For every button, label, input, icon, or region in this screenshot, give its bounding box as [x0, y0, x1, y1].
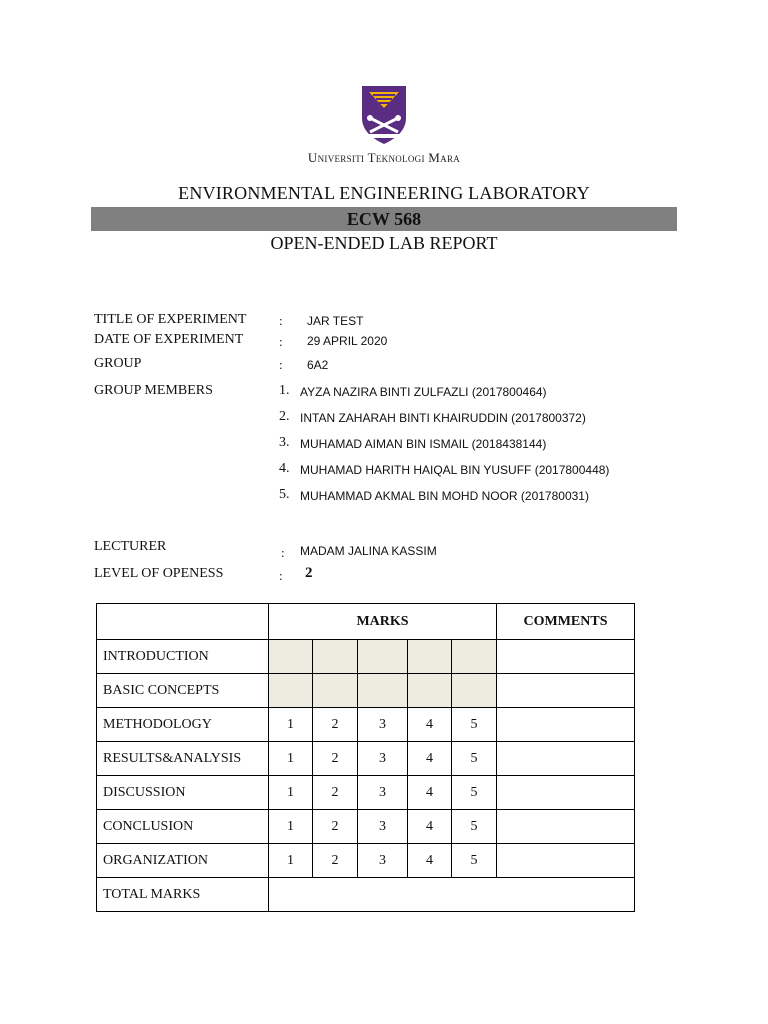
- score-cell: [452, 674, 497, 708]
- university-logo: [358, 84, 410, 146]
- group-colon: :: [279, 357, 283, 372]
- table-row: [97, 742, 635, 776]
- group-value: 6A2: [307, 358, 329, 372]
- score-cell: 1: [269, 708, 313, 742]
- member-name: MUHAMMAD AKMAL BIN MOHD NOOR (201780031): [300, 489, 589, 503]
- score-cell: [313, 640, 358, 674]
- score-cell: 3: [358, 742, 408, 776]
- score-cell: 5: [452, 742, 497, 776]
- table-header-row: [97, 604, 635, 640]
- report-type: OPEN-ENDED LAB REPORT: [270, 233, 498, 253]
- member-name: INTAN ZAHARAH BINTI KHAIRUDDIN (2017800372): [300, 411, 586, 425]
- score-cell: 2: [313, 844, 358, 878]
- score-cell: 2: [313, 776, 358, 810]
- score-cell: 2: [313, 742, 358, 776]
- lecturer-label: LECTURER: [94, 539, 167, 554]
- score-cell: 5: [452, 810, 497, 844]
- total-label: TOTAL MARKS: [97, 878, 269, 912]
- course-code-bar: ECW 568: [91, 207, 677, 231]
- score-cell: 1: [269, 810, 313, 844]
- score-cell: [358, 674, 408, 708]
- score-cell: 4: [408, 742, 452, 776]
- table-row: [97, 844, 635, 878]
- score-cell: 1: [269, 742, 313, 776]
- score-cell: 3: [358, 844, 408, 878]
- university-name: Universiti Teknologi Mara: [307, 150, 461, 165]
- row-label: INTRODUCTION: [97, 640, 269, 674]
- title-colon: :: [279, 313, 283, 328]
- title-value: JAR TEST: [307, 314, 364, 328]
- score-cell: [452, 640, 497, 674]
- table-row: [97, 708, 635, 742]
- header-blank-cell: [97, 604, 269, 640]
- score-cell: [358, 640, 408, 674]
- date-label: DATE OF EXPERIMENT: [94, 332, 244, 347]
- score-cell: 4: [408, 844, 452, 878]
- score-cell: 4: [408, 776, 452, 810]
- row-label: BASIC CONCEPTS: [97, 674, 269, 708]
- score-cell: [408, 640, 452, 674]
- comment-cell: [497, 640, 635, 674]
- score-cell: 2: [313, 708, 358, 742]
- comment-cell: [497, 776, 635, 810]
- score-cell: 1: [269, 844, 313, 878]
- lecturer-value: MADAM JALINA KASSIM: [300, 544, 437, 558]
- comments-header: COMMENTS: [497, 604, 635, 640]
- comment-cell: [497, 708, 635, 742]
- member-number: 1.: [279, 383, 290, 398]
- score-cell: 4: [408, 810, 452, 844]
- comment-cell: [497, 844, 635, 878]
- score-cell: 4: [408, 708, 452, 742]
- date-colon: :: [279, 334, 283, 349]
- members-label: GROUP MEMBERS: [94, 383, 213, 398]
- member-name: MUHAMAD HARITH HAIQAL BIN YUSUFF (2017800448): [300, 463, 610, 477]
- row-label: RESULTS&ANALYSIS: [97, 742, 269, 776]
- score-cell: [313, 674, 358, 708]
- row-label: CONCLUSION: [97, 810, 269, 844]
- table-row: [97, 776, 635, 810]
- score-cell: 1: [269, 776, 313, 810]
- member-name: MUHAMAD AIMAN BIN ISMAIL (2018438144): [300, 437, 547, 451]
- member-name: AYZA NAZIRA BINTI ZULFAZLI (2017800464): [300, 385, 547, 399]
- total-row: [97, 878, 635, 912]
- score-cell: 5: [452, 776, 497, 810]
- level-colon: :: [279, 568, 283, 583]
- row-label: DISCUSSION: [97, 776, 269, 810]
- score-cell: 2: [313, 810, 358, 844]
- row-label: ORGANIZATION: [97, 844, 269, 878]
- marks-table: [96, 603, 635, 912]
- score-cell: [408, 674, 452, 708]
- lab-title: ENVIRONMENTAL ENGINEERING LABORATORY: [178, 183, 590, 203]
- date-value: 29 APRIL 2020: [307, 334, 388, 348]
- score-cell: 5: [452, 844, 497, 878]
- level-label: LEVEL OF OPENESS: [94, 566, 224, 581]
- table-row: [97, 674, 635, 708]
- total-value-cell: [269, 878, 635, 912]
- group-label: GROUP: [94, 356, 142, 371]
- score-cell: 3: [358, 708, 408, 742]
- table-row: [97, 640, 635, 674]
- comment-cell: [497, 810, 635, 844]
- member-number: 5.: [279, 487, 290, 502]
- member-number: 2.: [279, 409, 290, 424]
- lecturer-colon: :: [281, 545, 285, 560]
- row-label: METHODOLOGY: [97, 708, 269, 742]
- level-value: 2: [305, 565, 313, 581]
- score-cell: 3: [358, 776, 408, 810]
- title-label: TITLE OF EXPERIMENT: [94, 312, 247, 327]
- score-cell: 5: [452, 708, 497, 742]
- marks-header: MARKS: [269, 604, 497, 640]
- comment-cell: [497, 742, 635, 776]
- score-cell: [269, 640, 313, 674]
- member-number: 4.: [279, 461, 290, 476]
- score-cell: 3: [358, 810, 408, 844]
- comment-cell: [497, 674, 635, 708]
- table-row: [97, 810, 635, 844]
- score-cell: [269, 674, 313, 708]
- member-number: 3.: [279, 435, 290, 450]
